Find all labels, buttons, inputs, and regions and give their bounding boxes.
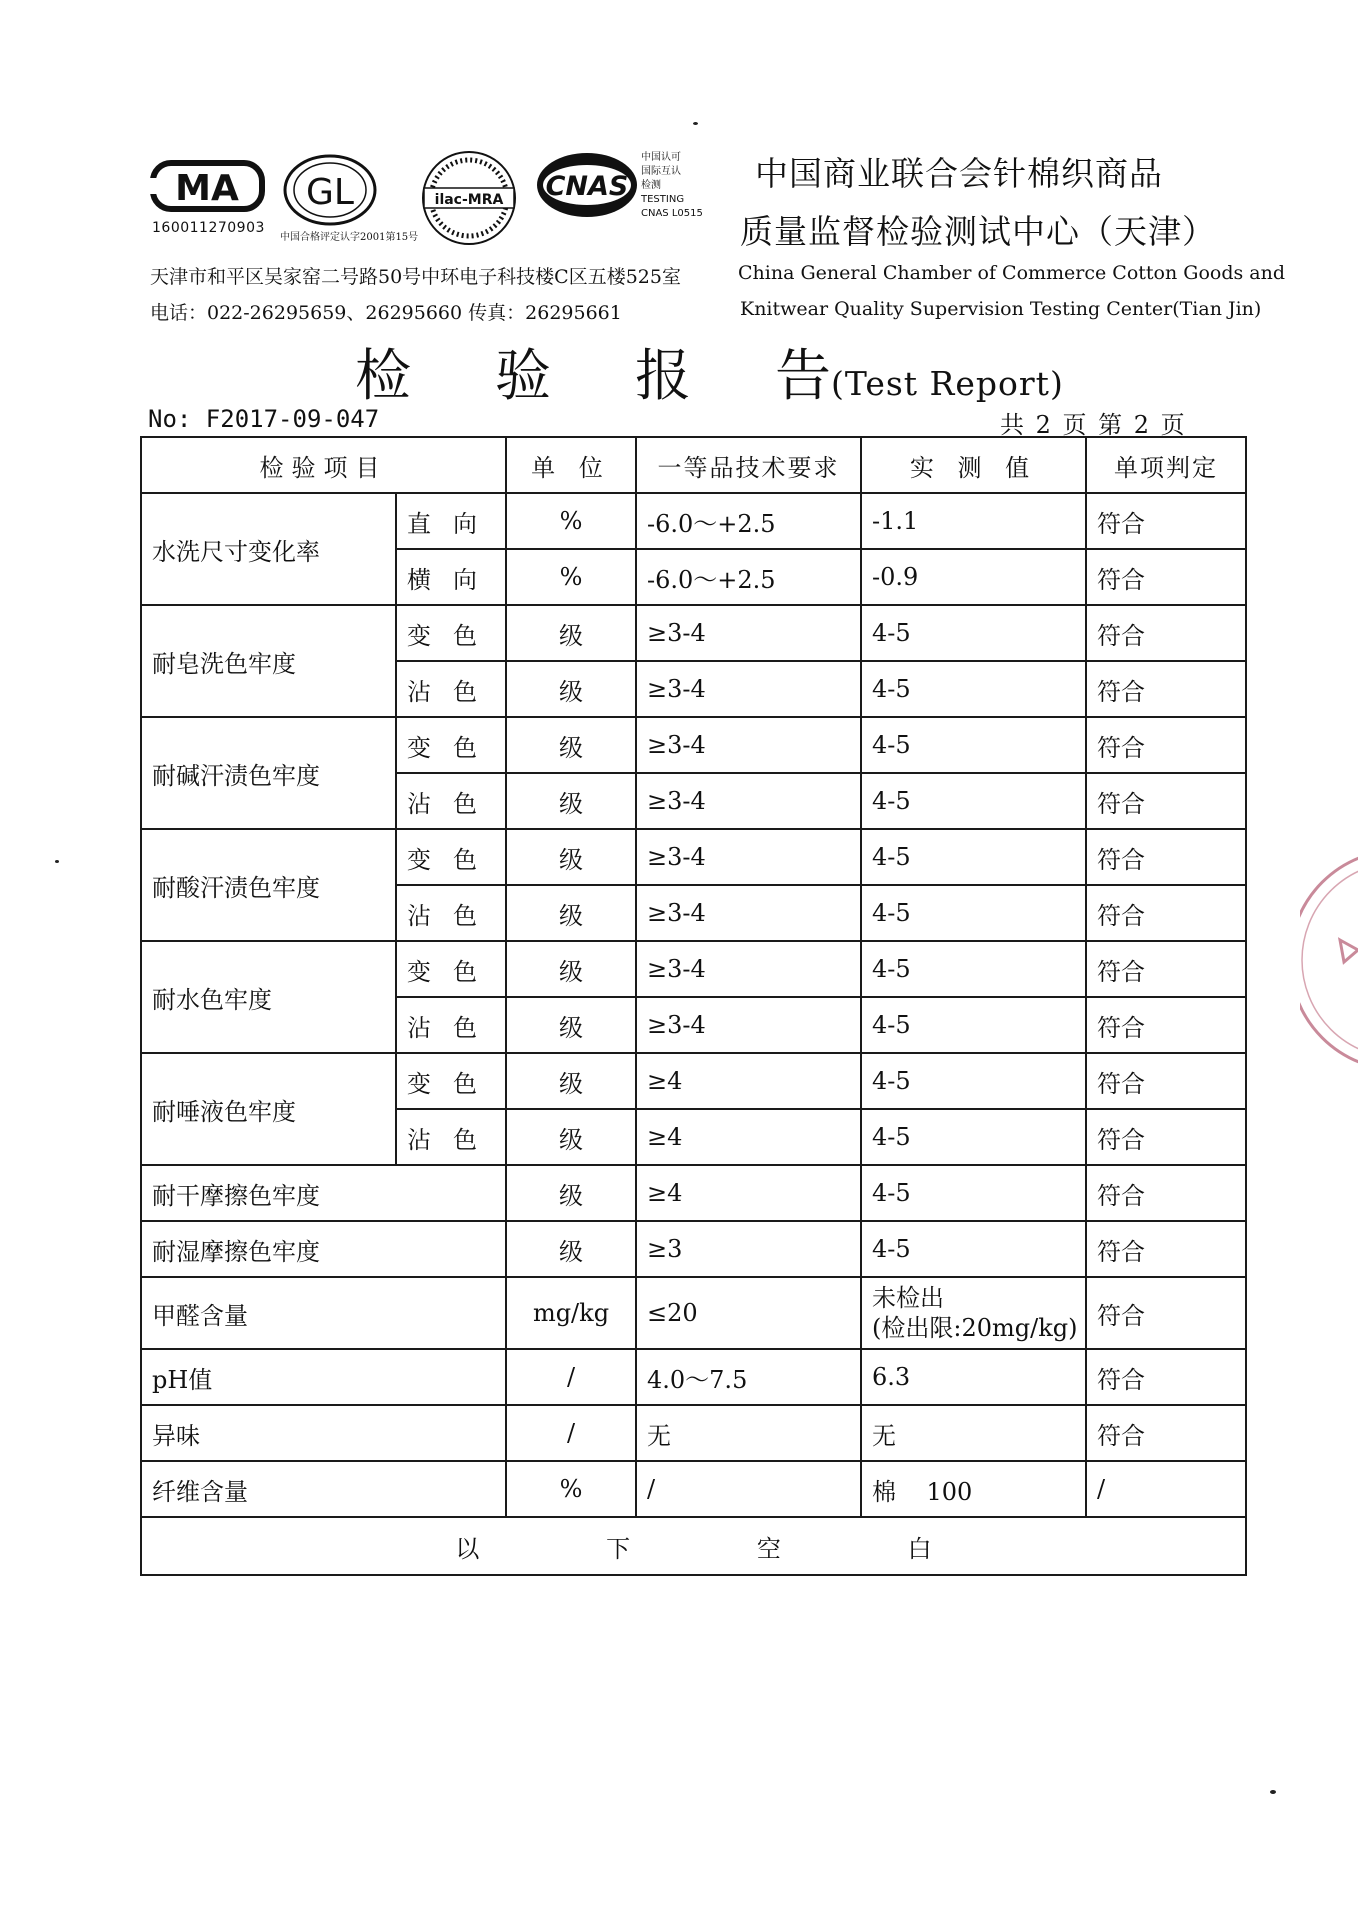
tail-rows <box>141 1349 1246 1517</box>
judgement-cell: 符合 <box>1086 1277 1246 1349</box>
unit-cell: 级 <box>506 829 636 885</box>
address: 天津市和平区吴家窑二号路50号中环电子科技楼C区五楼525室 <box>150 266 681 288</box>
unit-cell: 级 <box>506 997 636 1053</box>
table-row <box>141 1349 1246 1405</box>
judgement-cell: 符合 <box>1086 605 1246 661</box>
blank-char-2: 下 <box>606 1534 631 1563</box>
table-row <box>141 829 1246 885</box>
title-char-3: 报 <box>635 344 691 409</box>
requirement-cell: ≥3-4 <box>636 773 861 829</box>
judgement-cell: 符合 <box>1086 829 1246 885</box>
judgement-cell: 符合 <box>1086 1405 1246 1461</box>
item-cell: pH值 <box>141 1349 506 1405</box>
item-cell: 耐干摩擦色牢度 <box>141 1165 506 1221</box>
table-header-row <box>141 437 1246 493</box>
requirement-cell: 无 <box>636 1405 861 1461</box>
unit-cell: 级 <box>506 1109 636 1165</box>
blank-below-cell <box>141 1517 1246 1575</box>
measured-cell: 4-5 <box>861 997 1086 1053</box>
scan-speck <box>55 860 59 863</box>
measured-cell: -0.9 <box>861 549 1086 605</box>
item-cell: 耐水色牢度 <box>141 941 396 1053</box>
unit-cell: 级 <box>506 941 636 997</box>
measured-cell: 4-5 <box>861 1165 1086 1221</box>
unit-cell: % <box>506 549 636 605</box>
requirement-cell: ≥4 <box>636 1165 861 1221</box>
judgement-cell: 符合 <box>1086 1053 1246 1109</box>
unit-cell: 级 <box>506 1053 636 1109</box>
cma-code: 160011270903 <box>152 220 265 236</box>
unit-cell: 级 <box>506 1165 636 1221</box>
report-title <box>355 332 1064 412</box>
title-char-2: 验 <box>495 344 551 409</box>
unit-cell: 级 <box>506 1221 636 1277</box>
table-row <box>141 1165 1246 1221</box>
phone-fax: 电话：022-26295659、26295660 传真：26295661 <box>150 302 622 324</box>
item-cell: 耐酸汗渍色牢度 <box>141 829 396 941</box>
unit-cell: 级 <box>506 773 636 829</box>
judgement-cell: 符合 <box>1086 1165 1246 1221</box>
judgement-cell: 符合 <box>1086 997 1246 1053</box>
requirement-cell: ≥3-4 <box>636 885 861 941</box>
judgement-cell: 符合 <box>1086 717 1246 773</box>
item-cell: 纤维含量 <box>141 1461 506 1517</box>
cnas-logo <box>535 150 710 235</box>
table-footer-row <box>141 1517 1246 1575</box>
cnas-line-2: 国际互认 <box>641 166 681 177</box>
requirement-cell: ≥3-4 <box>636 829 861 885</box>
title-english: (Test Report) <box>831 364 1064 403</box>
item-cell: 耐湿摩擦色牢度 <box>141 1221 506 1277</box>
unit-cell: mg/kg <box>506 1277 636 1349</box>
unit-cell: 级 <box>506 605 636 661</box>
table-row <box>141 941 1246 997</box>
requirement-cell: ≤20 <box>636 1277 861 1349</box>
grouped-rows <box>141 493 1246 1165</box>
requirement-cell: ≥4 <box>636 1053 861 1109</box>
svg-text:MA: MA <box>175 168 239 209</box>
cnas-line-3: 检测 <box>641 180 661 191</box>
cal-caption: 中国合格评定认字2001第15号 <box>280 232 419 243</box>
cnas-line-5: CNAS L0515 <box>641 208 703 219</box>
item-cell: 水洗尺寸变化率 <box>141 493 396 605</box>
seal-stamp-icon <box>1300 820 1358 1100</box>
requirement-cell: ≥3-4 <box>636 997 861 1053</box>
measured-line-1: 未检出 <box>872 1284 944 1312</box>
sub-item-cell: 变色 <box>396 941 506 997</box>
measured-cell: 4-5 <box>861 829 1086 885</box>
unit-cell: 级 <box>506 661 636 717</box>
requirement-cell: ≥3-4 <box>636 605 861 661</box>
judgement-cell: 符合 <box>1086 1221 1246 1277</box>
judgement-cell: 符合 <box>1086 773 1246 829</box>
header-unit: 单 位 <box>506 437 636 493</box>
report-number: No: F2017-09-047 <box>148 405 380 433</box>
sub-item-cell: 横向 <box>396 549 506 605</box>
measured-cell: 4-5 <box>861 661 1086 717</box>
judgement-cell: 符合 <box>1086 1109 1246 1165</box>
header-item: 检验项目 <box>141 437 506 493</box>
requirement-cell: ≥3-4 <box>636 717 861 773</box>
table-row <box>141 1405 1246 1461</box>
sub-item-cell: 沾色 <box>396 1109 506 1165</box>
blank-char-4: 白 <box>907 1534 932 1563</box>
page-info: 共 2 页 第 2 页 <box>1000 411 1185 439</box>
org-name-en-2: Knitwear Quality Supervision Testing Center(Tian Jin) <box>740 298 1262 320</box>
table-row <box>141 717 1246 773</box>
judgement-cell: 符合 <box>1086 885 1246 941</box>
requirement-cell: -6.0～+2.5 <box>636 493 861 549</box>
item-cell: 耐碱汗渍色牢度 <box>141 717 396 829</box>
org-name-cn-1: 中国商业联合会针棉织商品 <box>755 154 1163 193</box>
header-judgement: 单项判定 <box>1086 437 1246 493</box>
org-name-cn-2: 质量监督检验测试中心（天津） <box>740 212 1216 251</box>
measured-cell: 6.3 <box>861 1349 1086 1405</box>
cma-logo <box>150 160 265 236</box>
measured-cell <box>861 1277 1086 1349</box>
measured-cell: 4-5 <box>861 605 1086 661</box>
org-name-en-1: China General Chamber of Commerce Cotton Goods and <box>738 262 1286 284</box>
measured-line-2: (检出限:20mg/kg) <box>872 1314 1078 1342</box>
judgement-cell: 符合 <box>1086 661 1246 717</box>
item-cell: 耐皂洗色牢度 <box>141 605 396 717</box>
table-row <box>141 605 1246 661</box>
sub-item-cell: 直向 <box>396 493 506 549</box>
sub-item-cell: 沾色 <box>396 773 506 829</box>
ilac-logo <box>418 148 520 248</box>
sub-item-cell: 变色 <box>396 717 506 773</box>
unit-cell: % <box>506 493 636 549</box>
sub-item-cell: 沾色 <box>396 997 506 1053</box>
measured-cell: 4-5 <box>861 1109 1086 1165</box>
table-row <box>141 1053 1246 1109</box>
header-requirement: 一等品技术要求 <box>636 437 861 493</box>
sub-item-cell: 变色 <box>396 829 506 885</box>
unit-cell: 级 <box>506 885 636 941</box>
single-rows <box>141 1165 1246 1277</box>
svg-text:ilac-MRA: ilac-MRA <box>434 192 504 208</box>
sub-item-cell: 沾色 <box>396 885 506 941</box>
cal-logo <box>280 152 419 243</box>
judgement-cell: / <box>1086 1461 1246 1517</box>
table-row <box>141 1461 1246 1517</box>
measured-cell: 4-5 <box>861 1053 1086 1109</box>
measured-cell: 4-5 <box>861 773 1086 829</box>
measured-cell: 4-5 <box>861 941 1086 997</box>
ilac-mra-icon <box>418 148 520 248</box>
measured-cell: 4-5 <box>861 717 1086 773</box>
measured-cell: 4-5 <box>861 885 1086 941</box>
judgement-cell: 符合 <box>1086 493 1246 549</box>
results-table <box>140 436 1247 1576</box>
header-measured: 实 测 值 <box>861 437 1086 493</box>
measured-cell: 棉 100 <box>861 1461 1086 1517</box>
item-cell: 耐唾液色牢度 <box>141 1053 396 1165</box>
requirement-cell: ≥3-4 <box>636 941 861 997</box>
judgement-cell: 符合 <box>1086 1349 1246 1405</box>
sub-item-cell: 变色 <box>396 605 506 661</box>
sub-item-cell: 变色 <box>396 1053 506 1109</box>
requirement-cell: ≥3-4 <box>636 661 861 717</box>
table-row <box>141 1277 1246 1349</box>
blank-char-1: 以 <box>455 1534 480 1563</box>
judgement-cell: 符合 <box>1086 549 1246 605</box>
requirement-cell: / <box>636 1461 861 1517</box>
svg-text:CNAS: CNAS <box>545 171 629 202</box>
table-row <box>141 1221 1246 1277</box>
blank-char-3: 空 <box>756 1534 781 1563</box>
cnas-mark-icon <box>535 150 639 220</box>
measured-cell: 无 <box>861 1405 1086 1461</box>
table-row <box>141 493 1246 549</box>
cnas-line-4: TESTING <box>641 194 685 205</box>
sub-item-cell: 沾色 <box>396 661 506 717</box>
requirement-cell: -6.0～+2.5 <box>636 549 861 605</box>
scan-speck <box>693 122 698 125</box>
measured-cell: 4-5 <box>861 1221 1086 1277</box>
item-cell: 甲醛含量 <box>141 1277 506 1349</box>
unit-cell: / <box>506 1349 636 1405</box>
title-char-4: 告 <box>775 344 831 409</box>
item-cell: 异味 <box>141 1405 506 1461</box>
cal-mark-icon <box>280 152 380 228</box>
requirement-cell: ≥4 <box>636 1109 861 1165</box>
unit-cell: % <box>506 1461 636 1517</box>
cma-mark-icon <box>150 160 265 218</box>
cnas-line-1: 中国认可 <box>641 152 681 163</box>
judgement-cell: 符合 <box>1086 941 1246 997</box>
title-char-1: 检 <box>355 344 411 409</box>
unit-cell: 级 <box>506 717 636 773</box>
requirement-cell: ≥3 <box>636 1221 861 1277</box>
svg-text:GL: GL <box>306 172 354 213</box>
requirement-cell: 4.0～7.5 <box>636 1349 861 1405</box>
measured-cell: -1.1 <box>861 493 1086 549</box>
scan-speck <box>1270 1790 1276 1794</box>
unit-cell: / <box>506 1405 636 1461</box>
